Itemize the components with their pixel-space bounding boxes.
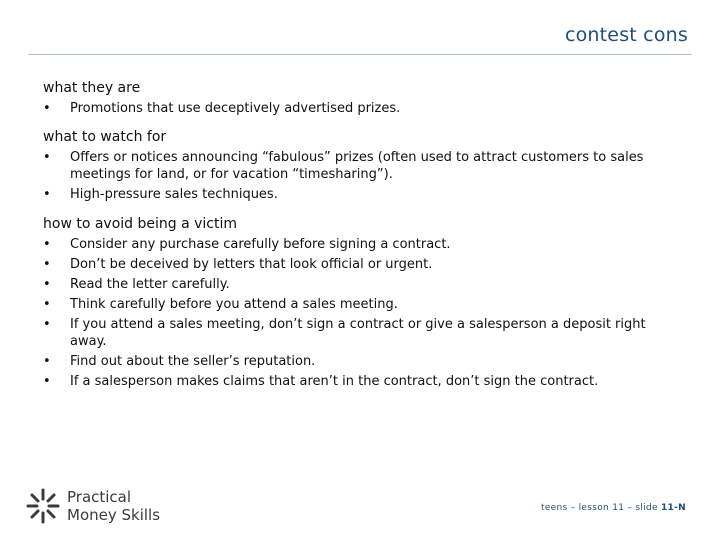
list-item-text: Offers or notices announcing “fabulous” prizes (often used to attract customers to sales meetings for land, or for vacation “timesharing”). [70,150,644,182]
section-heading: how to avoid being a victim [43,216,238,232]
slide-number: 11-N [661,503,686,513]
slide-title: contest cons [564,24,688,46]
section-heading: what to watch for [43,129,167,145]
list-item [43,296,683,313]
bullet-icon: • [43,187,51,202]
list-item-text: High-pressure sales techniques. [70,187,278,202]
bullet-icon: • [43,237,51,252]
list-item-text: Find out about the seller’s reputation. [70,354,316,369]
bullet-icon: • [43,277,51,292]
list-item [43,186,683,203]
bullet-list [43,149,683,203]
logo-line-1: Practical [67,488,132,506]
list-item [43,316,683,350]
list-item [43,256,683,273]
bullet-list [43,236,683,390]
section-what-to-watch-for [43,129,683,203]
list-item-text: Read the letter carefully. [70,277,230,292]
bullet-icon: • [43,101,51,116]
list-item [43,236,683,253]
list-item-text: If you attend a sales meeting, don’t sign a contract or give a salesperson a deposit right away. [70,317,646,349]
list-item-text: Think carefully before you attend a sales meeting. [70,297,398,312]
bullet-list [43,100,683,117]
list-item-text: Don’t be deceived by letters that look official or urgent. [70,257,433,272]
starburst-logo-icon [25,487,61,525]
bullet-icon: • [43,317,51,332]
list-item-text: If a salesperson makes claims that aren’t in the contract, don’t sign the contract. [70,374,599,389]
bullet-icon: • [43,354,51,369]
list-item [43,353,683,370]
section-how-to-avoid [43,216,683,390]
logo-line-2: Money Skills [67,506,161,524]
section-what-they-are [43,80,683,117]
logo-wordmark [67,488,160,524]
bullet-icon: • [43,150,51,165]
bullet-icon: • [43,297,51,312]
list-item [43,100,683,117]
list-item [43,373,683,390]
list-item-text: Promotions that use deceptively advertised prizes. [70,101,401,116]
bullet-icon: • [43,374,51,389]
slide-content [43,80,683,402]
section-heading: what they are [43,80,141,96]
title-divider [28,54,692,55]
slide-footer [541,503,686,513]
list-item [43,276,683,293]
bullet-icon: • [43,257,51,272]
list-item [43,149,683,183]
practical-money-skills-logo [25,487,165,527]
list-item-text: Consider any purchase carefully before signing a contract. [70,237,451,252]
footer-label: teens – lesson 11 – slide [541,503,658,513]
